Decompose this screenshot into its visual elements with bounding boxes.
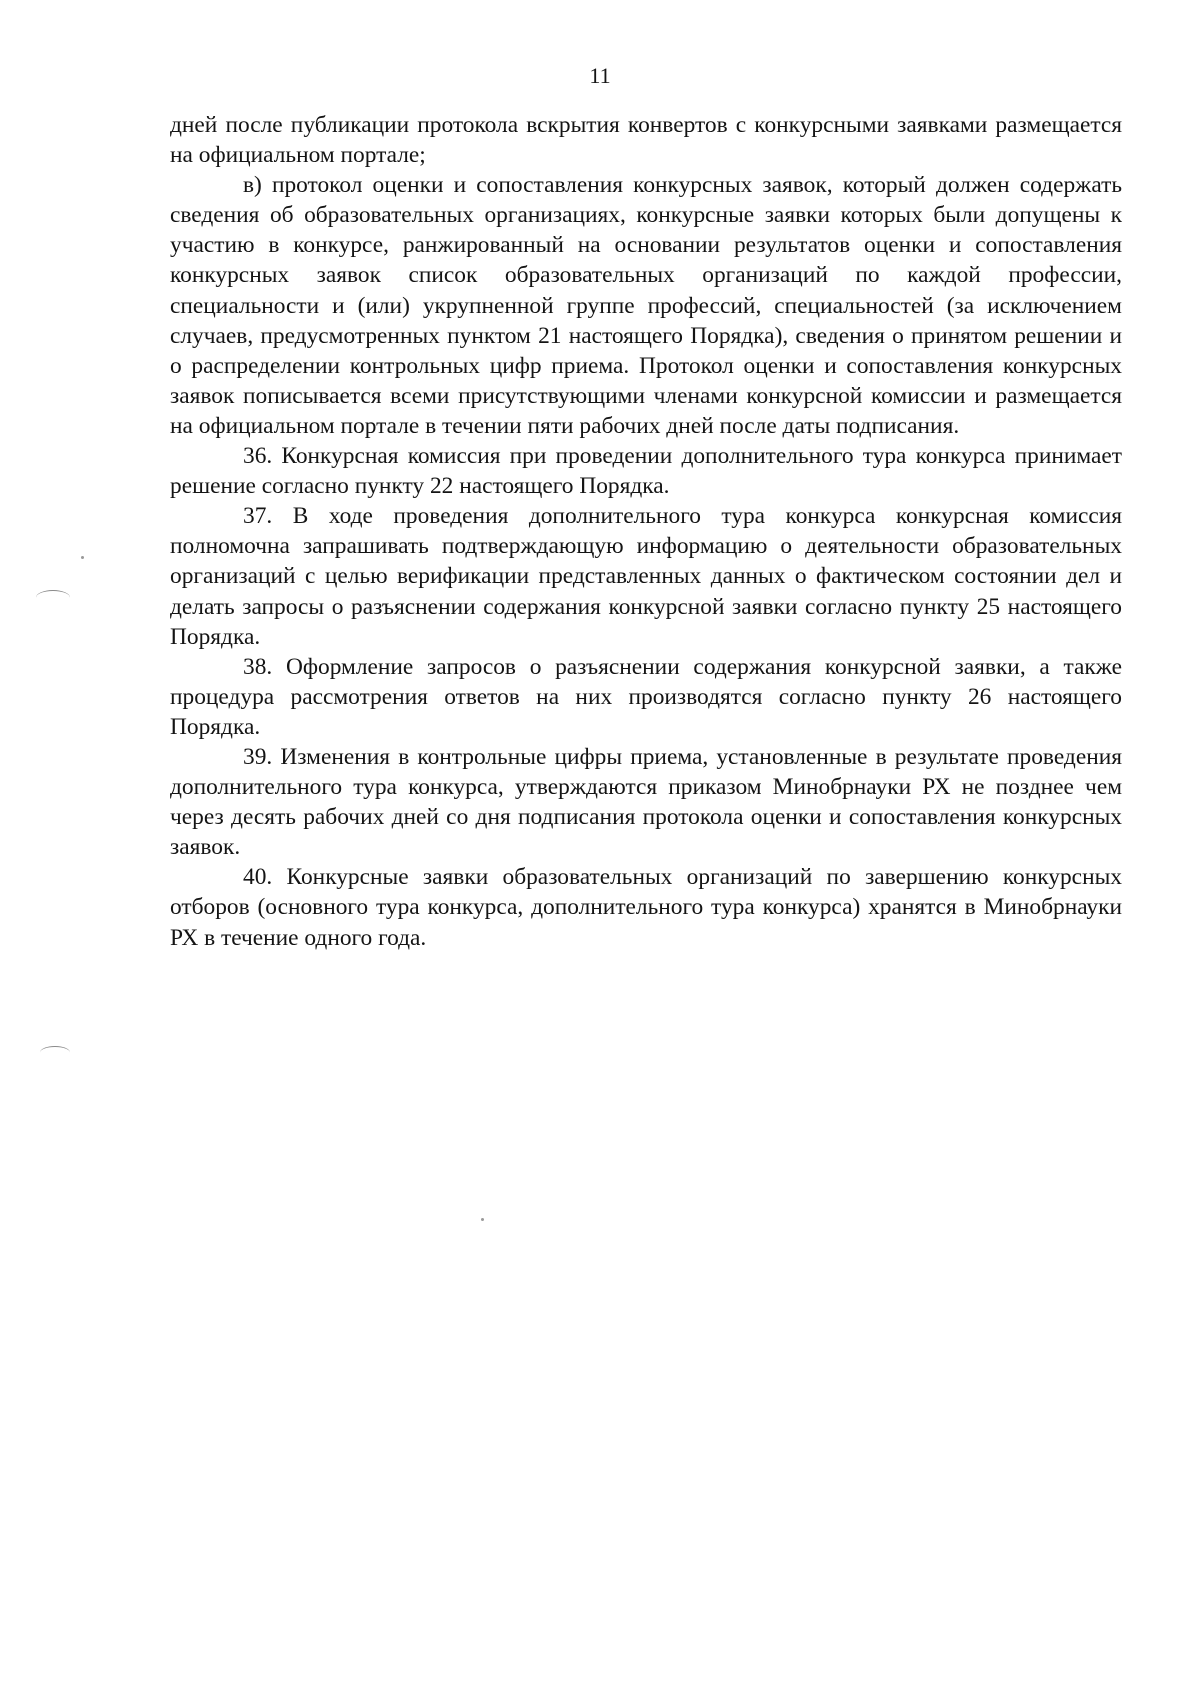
paragraph-39: 39. Изменения в контрольные цифры приема, установленные в результате проведения дополнительного тура конкурса, утверждаются приказом Минобрнауки РХ не позднее чем через десять рабочих дней со дня подписания протокола оценки и сопоставления конкурсных заявок. (170, 743, 1122, 861)
scan-artifact-dot (481, 1218, 484, 1221)
paragraph-subitem-v: в) протокол оценки и сопоставления конкурсных заявок, который должен содержать сведения об образовательных организациях, конкурсные заявки которых были допущены к участию в конкурсе, ранжированный на основании результатов оценки и сопоставления конкурсных заявок список образовательных организаций по каждой профессии, специальности и (или) укрупненной группе профессий, специальностей (за исключением случаев, предусмотренных пунктом 21 настоящего Порядка), сведения о принятом решении и о распределении контрольных цифр приема. Протокол оценки и сопоставления конкурсных заявок пописывается всеми присутствующими членами конкурсной комиссии и размещается на официальном портале в течении пяти рабочих дней после даты подписания. (170, 172, 1122, 439)
scan-artifact-dot (81, 556, 84, 559)
scan-artifact-arc (36, 590, 70, 605)
paragraph-38: 38. Оформление запросов о разъяснении содержания конкурсной заявки, а также процедура рассмотрения ответов на них производятся согласно пункту 26 настоящего Порядка. (170, 653, 1122, 740)
scan-artifact-arc (40, 1046, 70, 1059)
paragraph-40: 40. Конкурсные заявки образовательных организаций по завершению конкурсных отборов (основного тура конкурса, дополнительного тура конкурса) хранятся в Минобрнауки РХ в течение одного года. (170, 864, 1122, 951)
paragraph-37: 37. В ходе проведения дополнительного тура конкурса конкурсная комиссия полномочна запрашивать подтверждающую информацию о деятельности образовательных организаций с целью верификации представленных данных о фактическом состоянии дел и делать запросы о разъяснении содержания конкурсной заявки согласно пункту 25 настоящего Порядка. (170, 503, 1122, 650)
paragraph-36: 36. Конкурсная комиссия при проведении дополнительного тура конкурса принимает решение согласно пункту 22 настоящего Порядка. (170, 443, 1122, 500)
paragraph-continuation: дней после публикации протокола вскрытия конвертов с конкурсными заявками размещается на официальном портале; (170, 112, 1122, 169)
page-number: 11 (589, 63, 611, 88)
document-body (170, 110, 1122, 953)
